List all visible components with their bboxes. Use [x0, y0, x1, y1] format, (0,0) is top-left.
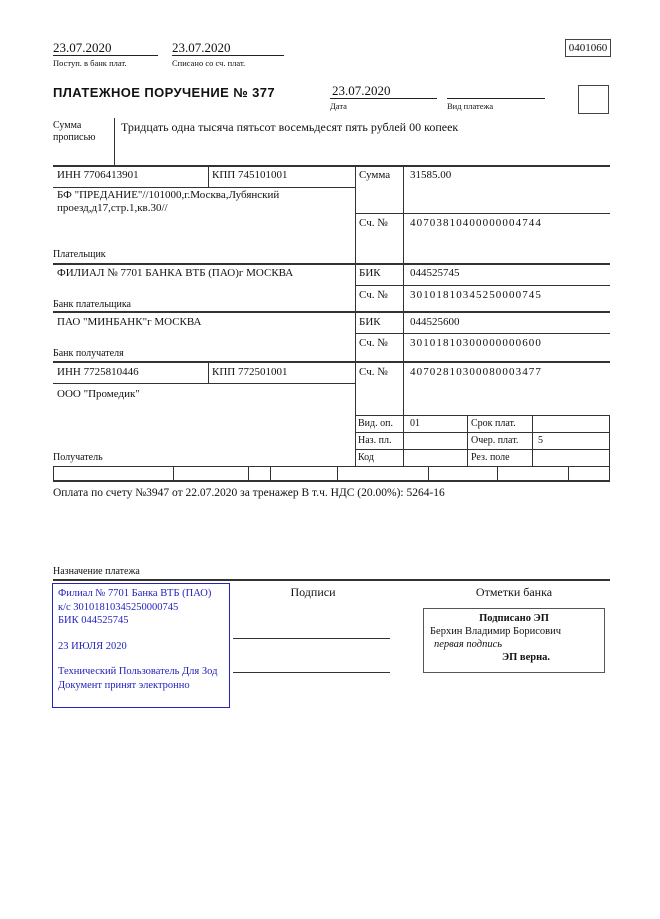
payment-kind-label: Вид платежа [447, 101, 494, 111]
payment-kind-field [447, 83, 545, 111]
stamp-bik: БИК 044525745 [58, 615, 129, 626]
table-line [355, 213, 610, 214]
amount-label: Сумма [359, 169, 391, 181]
table-line [609, 466, 610, 480]
signature-line [233, 638, 390, 639]
payer-inn: ИНН 7706413901 [57, 169, 139, 181]
doc-date-label: Дата [330, 101, 347, 111]
reserve-label: Рез. поле [471, 452, 510, 463]
amount-words-divider [114, 118, 115, 165]
table-line [355, 449, 610, 450]
table-line [53, 165, 610, 167]
op-type-label: Вид. оп. [358, 418, 393, 429]
amount-words-value: Тридцать одна тысяча пятьсот восемьдесят пять рублей 00 копеек [121, 120, 459, 134]
table-line [53, 187, 355, 188]
table-line [337, 466, 338, 480]
debited-date-value: 23.07.2020 [172, 40, 284, 56]
payee-kpp: КПП 772501001 [212, 366, 288, 378]
payee-bank-account-label: Сч. № [359, 337, 388, 349]
purpose-text: Оплата по счету №3947 от 22.07.2020 за тренажер В т.ч. НДС (20.00%): 5264-16 [53, 487, 445, 499]
table-line [208, 361, 209, 383]
signature-line [233, 672, 390, 673]
payer-account-label: Сч. № [359, 217, 388, 229]
stamp-date: 23 ИЮЛЯ 2020 [58, 640, 127, 652]
table-line [53, 263, 610, 265]
payment-kind-value [447, 83, 545, 99]
table-line [403, 165, 404, 466]
table-line [53, 361, 610, 363]
signatures-header: Подписи [290, 585, 336, 599]
amount-value: 31585.00 [410, 169, 452, 181]
priority-value: 5 [538, 435, 543, 446]
payer-account: 40703810400000004744 [410, 217, 542, 229]
stamp-user: Технический Пользователь Для Зод [58, 666, 218, 677]
table-line [428, 466, 429, 480]
esign-verified: ЭП верна. [502, 652, 551, 663]
payer-name: БФ "ПРЕДАНИЕ"//101000,г.Москва,Лубянский проезд,д17,стр.1,кв.30// [57, 189, 280, 214]
payee-bank-name: ПАО "МИНБАНК"г МОСКВА [57, 316, 202, 328]
table-line [467, 415, 468, 466]
payee-section-label: Получатель [53, 452, 103, 463]
form-code-box: 0401060 [565, 39, 611, 57]
debited-date-label: Списано со сч. плат. [172, 58, 246, 68]
esign-box [423, 608, 605, 673]
payer-bank-account-label: Сч. № [359, 289, 388, 301]
payee-bank-bik-label: БИК [359, 316, 381, 328]
doc-date-field [330, 83, 437, 111]
table-line [609, 415, 610, 466]
payee-bank-bik: 044525600 [410, 316, 460, 328]
payer-bank-bik-label: БИК [359, 267, 381, 279]
payer-kpp: КПП 745101001 [212, 169, 288, 181]
purpose-code-label: Наз. пл. [358, 435, 392, 446]
bank-marks-header: Отметки банка [475, 585, 553, 599]
payer-section-label: Плательщик [53, 249, 106, 260]
payee-bank-section-label: Банк получателя [53, 348, 124, 359]
table-line [173, 466, 174, 480]
payer-bank-section-label: Банк плательщика [53, 299, 131, 310]
payee-account: 40702810300080003477 [410, 366, 542, 378]
table-line [270, 466, 271, 480]
bank-stamp [52, 583, 230, 708]
table-line [355, 415, 610, 416]
table-line [248, 466, 249, 480]
payee-inn: ИНН 7725810446 [57, 366, 139, 378]
received-date-value: 23.07.2020 [53, 40, 158, 56]
table-line [53, 311, 610, 313]
document-title: ПЛАТЕЖНОЕ ПОРУЧЕНИЕ № 377 [53, 85, 276, 100]
priority-label: Очер. плат. [471, 435, 519, 446]
table-line [568, 466, 569, 480]
received-date-label: Поступ. в банк плат. [53, 58, 127, 68]
amount-words-label: Сумма прописью [53, 120, 96, 143]
due-label: Срок плат. [471, 418, 516, 429]
payment-kind-box [578, 85, 609, 114]
table-line [355, 432, 610, 433]
op-type-value: 01 [410, 418, 420, 429]
table-line [355, 165, 356, 466]
table-line [355, 285, 610, 286]
code-label: Код [358, 452, 374, 463]
table-line [208, 165, 209, 187]
table-line [53, 480, 610, 482]
stamp-accepted: Документ принят электронно [58, 679, 190, 691]
payer-bank-account: 30101810345250000745 [410, 289, 542, 301]
payer-bank-bik: 044525745 [410, 267, 460, 279]
table-line [53, 466, 54, 480]
stamp-corr-account: к/с 30101810345250000745 [58, 601, 179, 613]
stamp-bank-name: Филиал № 7701 Банка ВТБ (ПАО) [58, 588, 212, 599]
doc-date-value: 23.07.2020 [330, 83, 437, 99]
debited-date-field [172, 40, 284, 68]
esign-signer-name: Берхин Владимир Борисович [430, 626, 561, 637]
esign-title: Подписано ЭП [479, 613, 549, 624]
table-line [53, 466, 610, 467]
table-line [53, 383, 355, 384]
purpose-section-label: Назначение платежа [53, 566, 140, 577]
table-line [497, 466, 498, 480]
payee-bank-account: 30101810300000000600 [410, 337, 542, 349]
esign-note: первая подпись [434, 639, 503, 650]
payer-bank-name: ФИЛИАЛ № 7701 БАНКА ВТБ (ПАО)г МОСКВА [57, 267, 294, 279]
received-date-field [53, 40, 158, 68]
table-line [532, 415, 533, 466]
table-line [355, 333, 610, 334]
payee-name: ООО "Промедик" [57, 388, 140, 400]
payee-account-label: Сч. № [359, 366, 388, 378]
table-line [53, 579, 610, 581]
